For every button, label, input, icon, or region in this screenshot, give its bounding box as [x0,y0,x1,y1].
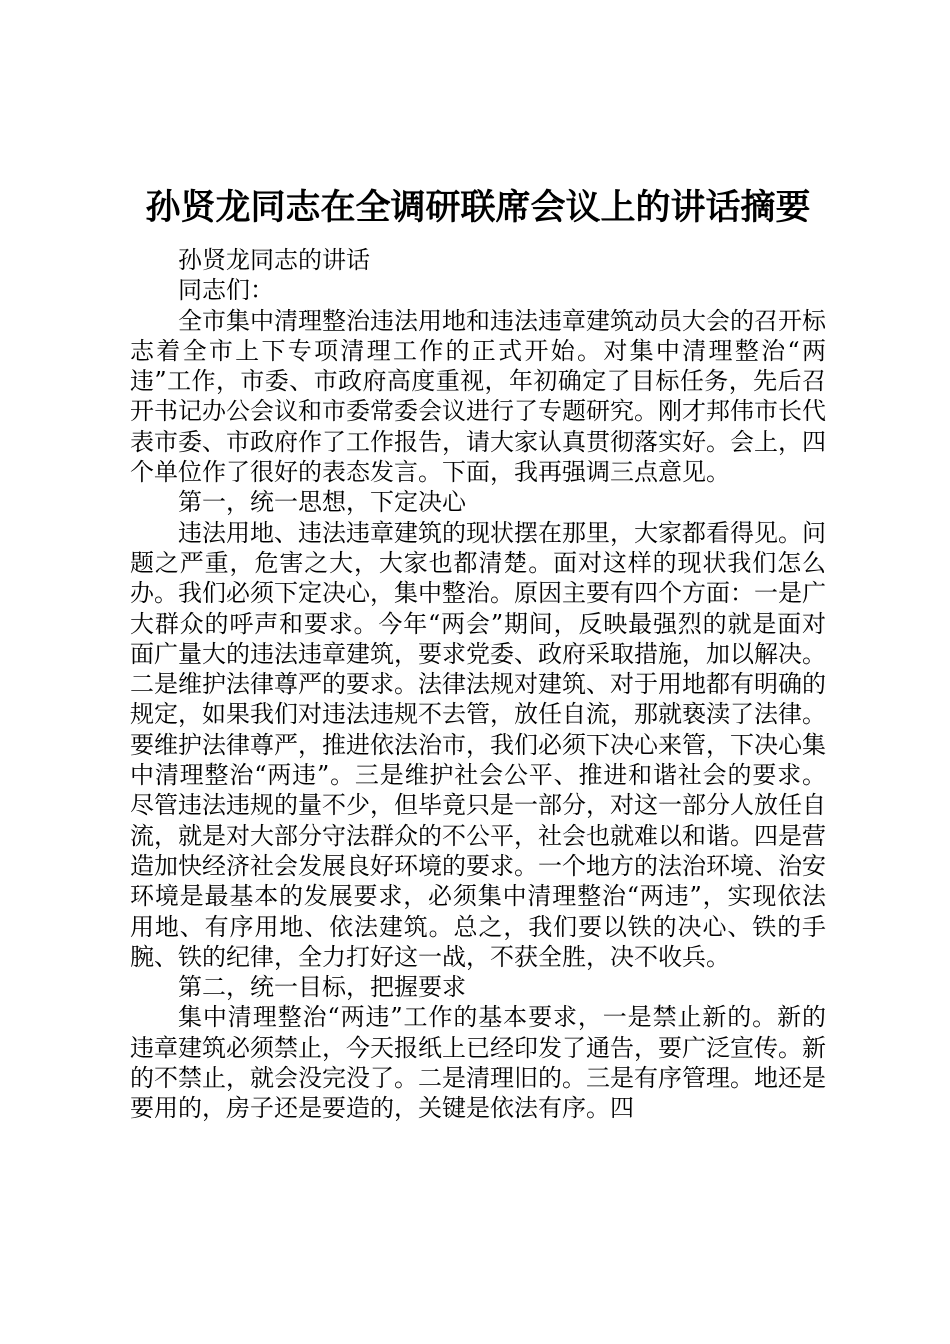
paragraph-section-2: 集中清理整治“两违”工作的基本要求，一是禁止新的。新的违章建筑必须禁止，今天报纸上已经印发了通告，要广泛宣传。新的不禁止，就会没完没了。二是清理旧的。三是有序管理。地还是要用的，房子还是要造的，关键是依法有序。四 [130,1003,826,1123]
document-body [130,245,826,1124]
document-page [130,185,826,1124]
document-title: 孙贤龙同志在全调研联席会议上的讲话摘要 [145,187,811,228]
section-heading-1: 第一，统一思想，下定决心 [178,488,466,517]
salutation: 同志们： [178,276,274,305]
section-heading-2: 第二，统一目标，把握要求 [178,973,466,1002]
speech-heading: 孙贤龙同志的讲话 [178,246,370,274]
paragraph-intro: 全市集中清理整治违法用地和违法违章建筑动员大会的召开标志着全市上下专项清理工作的正式开始。对集中清理整治“两违”工作，市委、市政府高度重视，年初确定了目标任务，先后召开书记办公会议和市委常委会议进行了专题研究。刚才邦伟市长代表市委、市政府作了工作报告，请大家认真贯彻落实好。会上，四个单位作了很好的表态发言。下面，我再强调三点意见。 [130,306,826,487]
paragraph-section-1: 违法用地、违法违章建筑的现状摆在那里，大家都看得见。问题之严重，危害之大，大家也都清楚。面对这样的现状我们怎么办。我们必须下定决心，集中整治。原因主要有四个方面：一是广大群众的呼声和要求。今年“两会”期间，反映最强烈的就是面对面广量大的违法违章建筑，要求党委、政府采取措施，加以解决。二是维护法律尊严的要求。法律法规对建筑、对于用地都有明确的规定，如果我们对违法违规不去管，放任自流，那就亵渎了法律。要维护法律尊严，推进依法治市，我们必须下决心来管，下决心集中清理整治“两违”。三是维护社会公平、推进和谐社会的要求。尽管违法违规的量不少，但毕竟只是一部分，对这一部分人放任自流，就是对大部分守法群众的不公平，社会也就难以和谐。四是营造加快经济社会发展良好环境的要求。一个地方的法治环境、治安环境是最基本的发展要求，必须集中清理整治“两违”，实现依法用地、有序用地、依法建筑。总之，我们要以铁的决心、铁的手腕、铁的纪律，全力打好这一战，不获全胜，决不收兵。 [130,518,826,971]
